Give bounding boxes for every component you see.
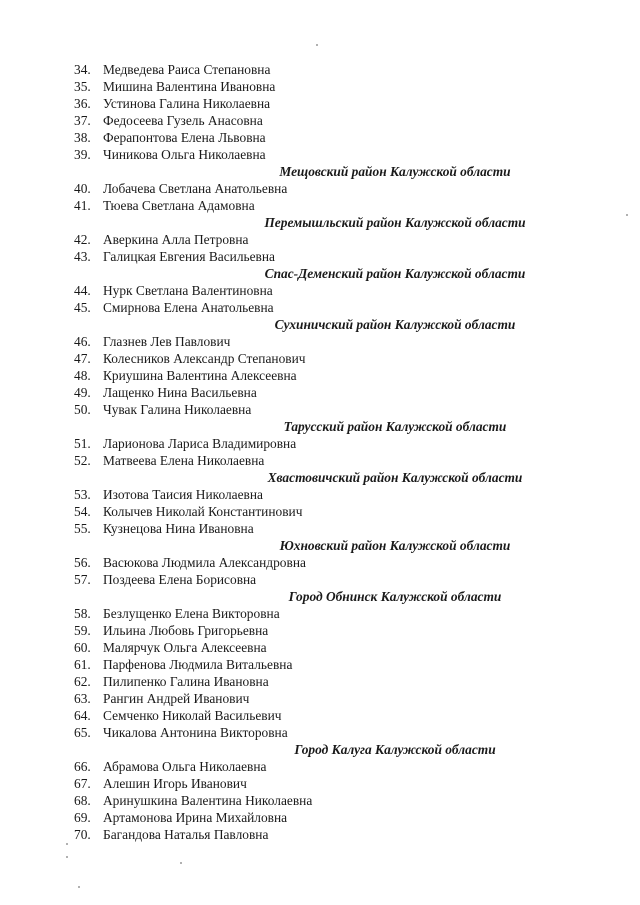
item-number: 51. [74,436,91,451]
person-name: Нурк Светлана Валентиновна [103,283,273,298]
person-name: Тюева Светлана Адамовна [103,198,255,213]
list-item [0,367,640,384]
item-number: 59. [74,623,91,638]
scan-speck [66,843,68,845]
list-item [0,503,640,520]
item-number: 68. [74,793,91,808]
list-item [0,112,640,129]
person-name: Чиникова Ольга Николаевна [103,147,266,162]
list-item [0,639,640,656]
list-item [0,707,640,724]
item-number: 45. [74,300,91,315]
person-name: Криушина Валентина Алексеевна [103,368,297,383]
item-number: 61. [74,657,91,672]
list-item [0,197,640,214]
person-name: Рангин Андрей Иванович [103,691,250,706]
section-heading: Сухиничский район Калужской области [274,317,516,332]
item-number: 55. [74,521,91,536]
list-item [0,333,640,350]
list-item [0,486,640,503]
item-number: 69. [74,810,91,825]
item-number: 39. [74,147,91,162]
person-name: Васюкова Людмила Александровна [103,555,306,570]
section-heading: Тарусский район Калужской области [283,419,507,434]
item-number: 53. [74,487,91,502]
person-name: Мишина Валентина Ивановна [103,79,276,94]
item-number: 34. [74,62,91,77]
list-item [0,792,640,809]
section-heading: Хвастовичский район Калужской области [267,470,523,485]
section-heading: Мещовский район Калужской области [279,164,511,179]
list-item [0,435,640,452]
item-number: 42. [74,232,91,247]
person-name: Багандова Наталья Павловна [103,827,269,842]
person-name: Парфенова Людмила Витальевна [103,657,293,672]
section-heading: Перемышльский район Калужской области [264,215,526,230]
scan-speck [78,886,80,888]
item-number: 56. [74,555,91,570]
person-name: Чувак Галина Николаевна [103,402,252,417]
list-item [0,690,640,707]
item-number: 47. [74,351,91,366]
section-heading: Город Калуга Калужской области [294,742,496,757]
person-name: Артамонова Ирина Михайловна [103,810,288,825]
list-item [0,758,640,775]
item-number: 65. [74,725,91,740]
scan-speck [316,44,318,46]
list-item [0,61,640,78]
person-name: Алешин Игорь Иванович [103,776,247,791]
list-item [0,622,640,639]
item-number: 52. [74,453,91,468]
item-number: 43. [74,249,91,264]
section-heading: Город Обнинск Калужской области [288,589,502,604]
participant-list [0,61,640,843]
scan-speck [66,856,68,858]
person-name: Колычев Николай Константинович [103,504,303,519]
list-item [0,673,640,690]
list-item [0,520,640,537]
person-name: Аринушкина Валентина Николаевна [103,793,313,808]
list-item [0,401,640,418]
item-number: 37. [74,113,91,128]
list-item [0,571,640,588]
list-item [0,452,640,469]
list-item [0,146,640,163]
item-number: 60. [74,640,91,655]
list-item [0,299,640,316]
item-number: 64. [74,708,91,723]
person-name: Пилипенко Галина Ивановна [103,674,269,689]
list-item [0,554,640,571]
list-item [0,180,640,197]
item-number: 63. [74,691,91,706]
list-item [0,282,640,299]
item-number: 70. [74,827,91,842]
item-number: 48. [74,368,91,383]
list-item [0,775,640,792]
list-item [0,384,640,401]
scan-speck [180,862,182,864]
person-name: Устинова Галина Николаевна [103,96,271,111]
item-number: 67. [74,776,91,791]
person-name: Малярчук Ольга Алексеевна [103,640,267,655]
person-name: Чикалова Антонина Викторовна [103,725,288,740]
person-name: Изотова Таисия Николаевна [103,487,263,502]
person-name: Абрамова Ольга Николаевна [103,759,267,774]
item-number: 58. [74,606,91,621]
list-item [0,826,640,843]
person-name: Ларионова Лариса Владимировна [103,436,297,451]
person-name: Аверкина Алла Петровна [103,232,249,247]
person-name: Безлущенко Елена Викторовна [103,606,280,621]
list-item [0,231,640,248]
person-name: Медведева Раиса Степановна [103,62,271,77]
item-number: 38. [74,130,91,145]
list-item [0,129,640,146]
list-item [0,78,640,95]
person-name: Галицкая Евгения Васильевна [103,249,275,264]
item-number: 44. [74,283,91,298]
person-name: Поздеева Елена Борисовна [103,572,257,587]
list-item [0,248,640,265]
person-name: Лащенко Нина Васильевна [103,385,257,400]
list-item [0,724,640,741]
item-number: 57. [74,572,91,587]
section-heading: Юхновский район Калужской области [279,538,511,553]
scan-speck [626,214,628,216]
item-number: 35. [74,79,91,94]
list-item [0,605,640,622]
person-name: Матвеева Елена Николаевна [103,453,265,468]
person-name: Кузнецова Нина Ивановна [103,521,254,536]
item-number: 62. [74,674,91,689]
item-number: 66. [74,759,91,774]
person-name: Ильина Любовь Григорьевна [103,623,269,638]
section-heading: Спас-Деменский район Калужской области [264,266,526,281]
item-number: 46. [74,334,91,349]
list-item [0,350,640,367]
person-name: Федосеева Гузель Анасовна [103,113,263,128]
item-number: 36. [74,96,91,111]
person-name: Семченко Николай Васильевич [103,708,282,723]
item-number: 41. [74,198,91,213]
list-item [0,656,640,673]
list-item [0,809,640,826]
list-item [0,95,640,112]
item-number: 50. [74,402,91,417]
item-number: 40. [74,181,91,196]
person-name: Колесников Александр Степанович [103,351,306,366]
person-name: Глазнев Лев Павлович [103,334,231,349]
person-name: Лобачева Светлана Анатольевна [103,181,288,196]
person-name: Ферапонтова Елена Львовна [103,130,266,145]
item-number: 54. [74,504,91,519]
item-number: 49. [74,385,91,400]
person-name: Смирнова Елена Анатольевна [103,300,274,315]
